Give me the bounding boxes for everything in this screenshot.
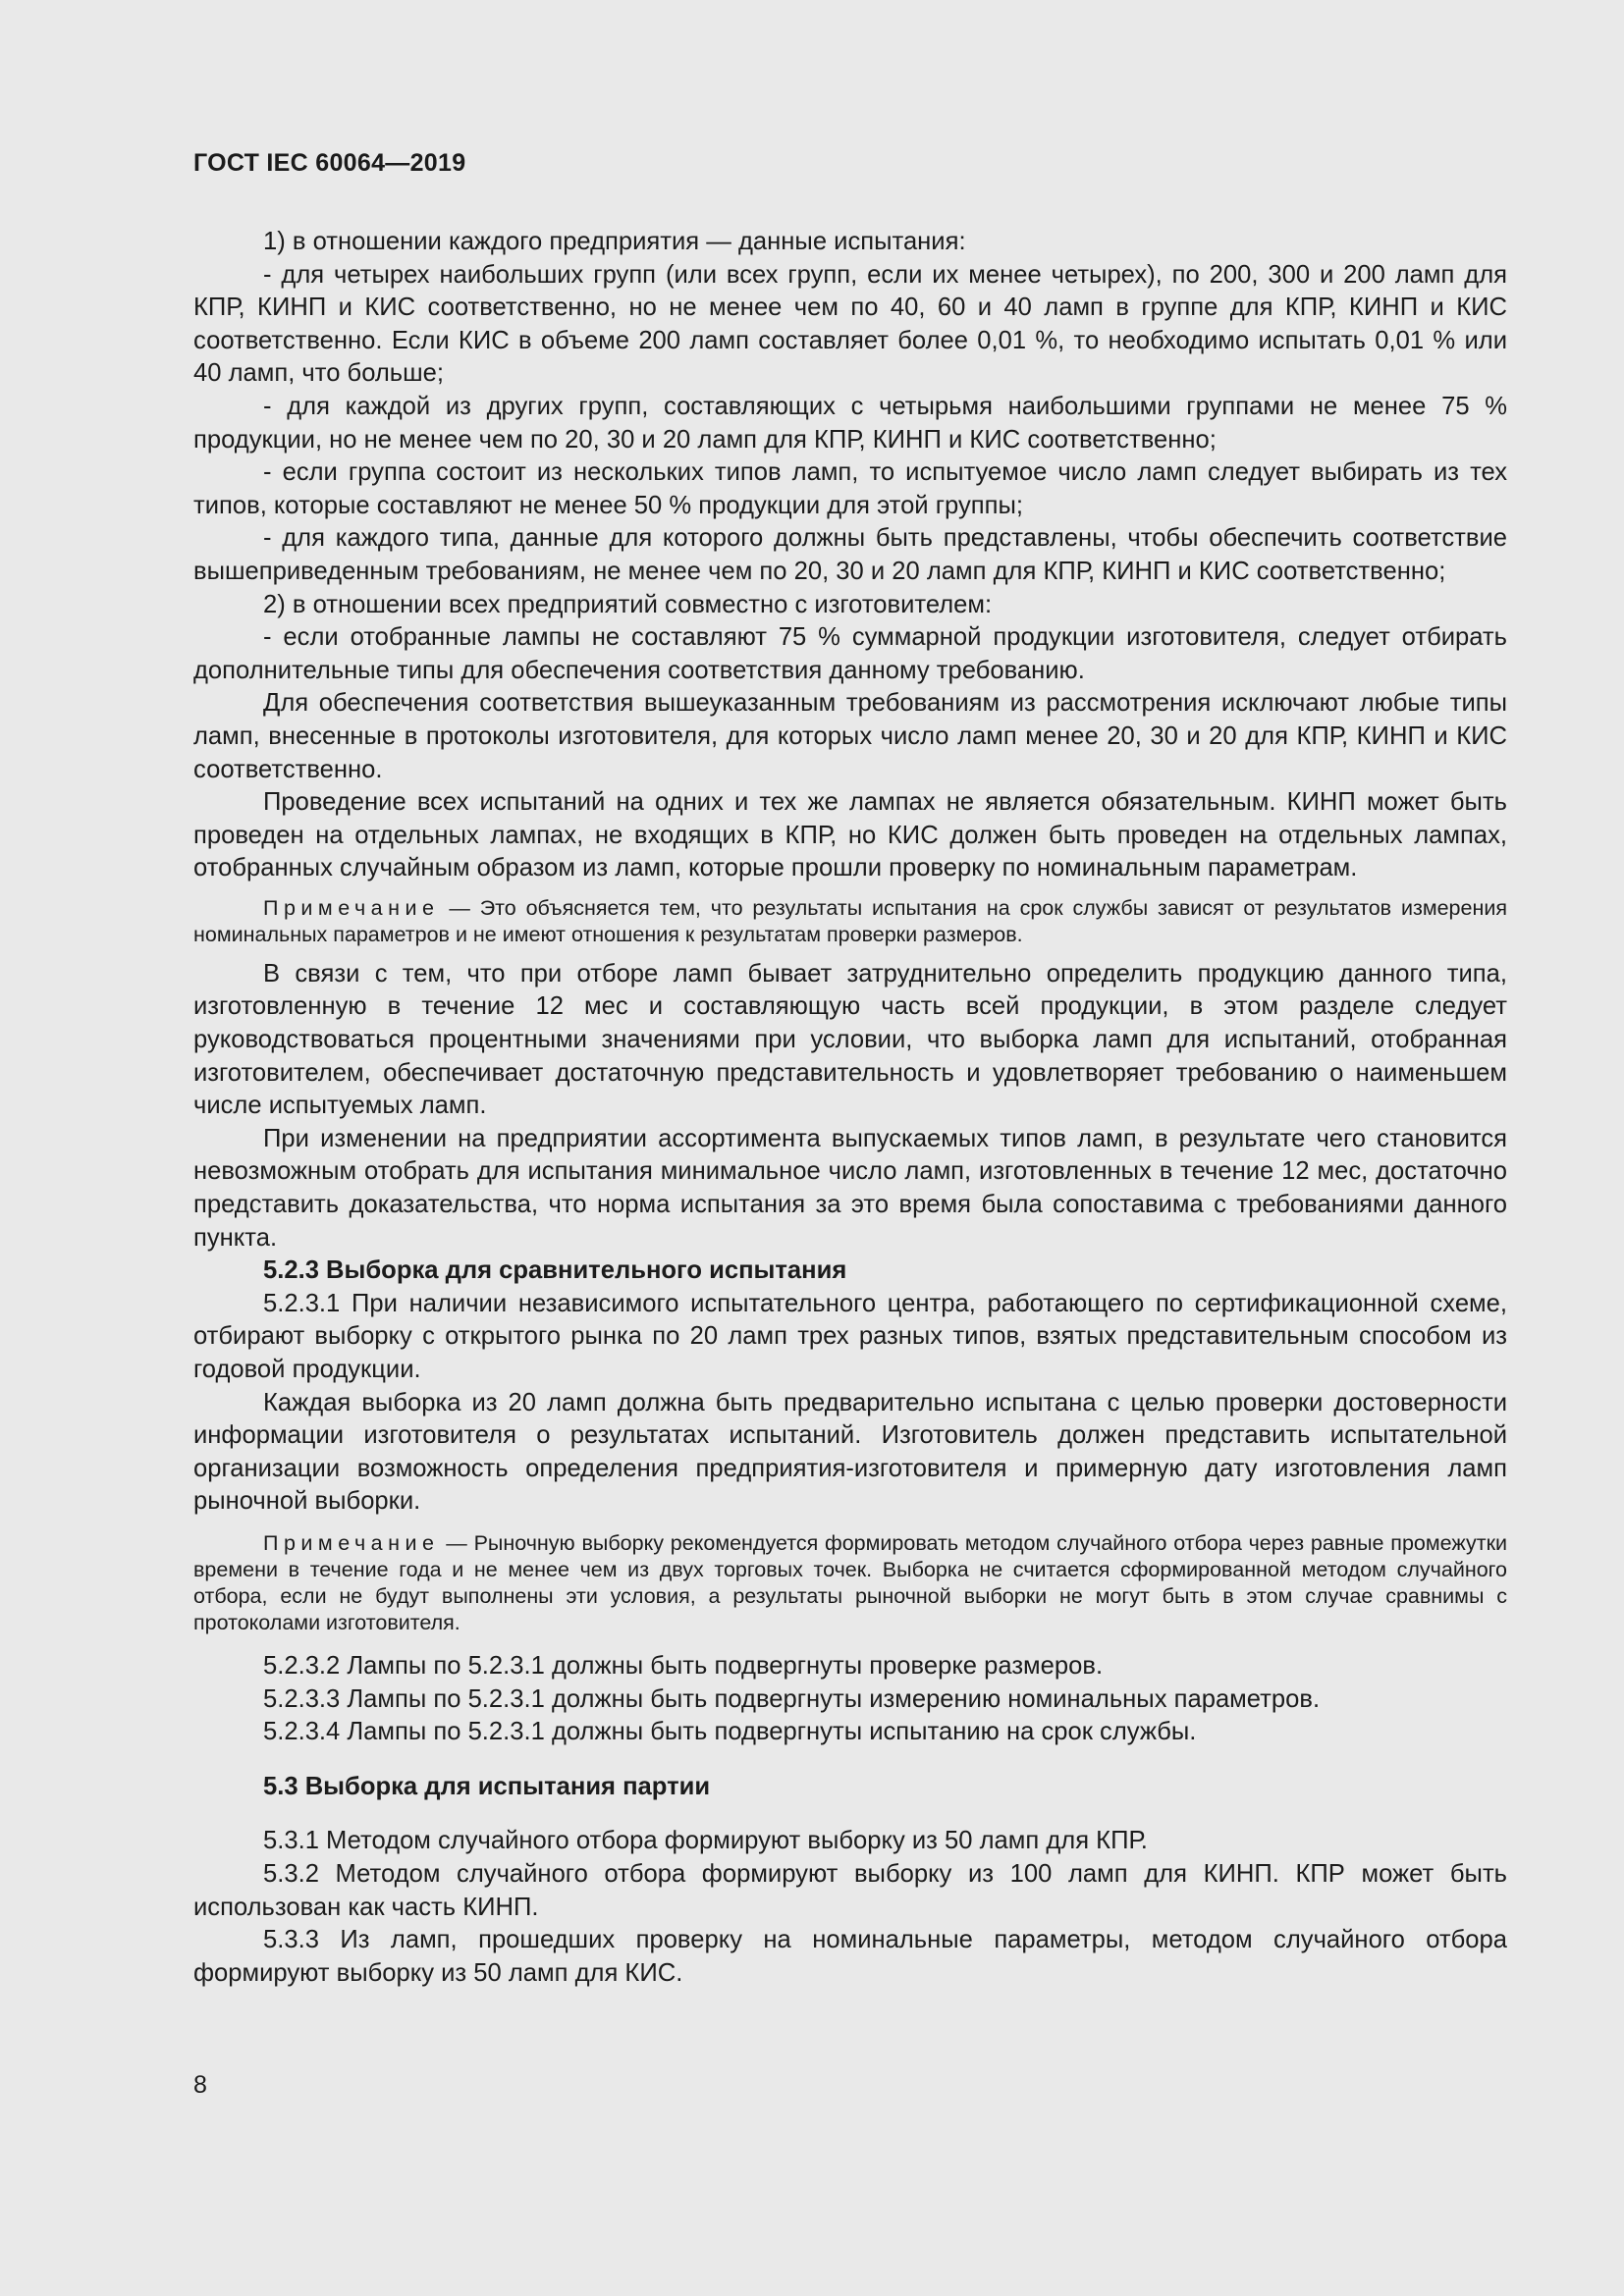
paragraph: Проведение всех испытаний на одних и тех же лампах не является обязательным. КИНП может быть проведен на отдельных лампах, не входящих в КПР, но КИС должен быть проведен на отдельных лампах, отобранных случайным образом из ламп, которые прошли проверку по номинальным параметрам.	[193, 788, 1507, 882]
note	[193, 895, 1507, 948]
section-heading: 5.3 Выборка для испытания партии	[263, 1772, 711, 1800]
document-body	[193, 226, 1507, 1990]
paragraph: 5.2.3.3 Лампы по 5.2.3.1 должны быть подвергнуты измерению номинальных параметров.	[263, 1684, 1321, 1713]
paragraph: 5.3.1 Методом случайного отбора формируют выборку из 50 ламп для КПР.	[263, 1827, 1148, 1855]
page-number: 8	[193, 2071, 207, 2099]
paragraph: В связи с тем, что при отборе ламп бывает затруднительно определить продукцию данного типа, изготовленную в течение 12 мес и составляющую часть всей продукции, в этом разделе следует руководствоваться процентными значениями при условии, что выборка ламп для испытаний, отобранная изготовителем, обеспечивает достаточную представительность и удовлетворяет требованию о наименьшем числе испытуемых ламп.	[193, 959, 1507, 1120]
note-label: Примечание	[263, 1530, 440, 1555]
document-header: ГОСТ IEC 60064—2019	[193, 149, 466, 177]
paragraph: Каждая выборка из 20 ламп должна быть предварительно испытана с целью проверки достоверности информации изготовителя о результатах испытаний. Изготовитель должен представить испытательной организации возможность определения предприятия-изготовителя и примерную дату изготовления ламп рыночной выборки.	[193, 1388, 1507, 1516]
paragraph: 1) в отношении каждого предприятия — данные испытания:	[263, 228, 966, 255]
paragraph: 5.2.3.1 При наличии независимого испытательного центра, работающего по сертификационной схеме, отбирают выборку с открытого рынка по 20 ламп трех разных типов, взятых представительным способом из годовой продукции.	[193, 1289, 1507, 1383]
paragraph: При изменении на предприятии ассортимента выпускаемых типов ламп, в результате чего становится невозможным отобрать для испытания минимальное число ламп, изготовленных в течение 12 мес, достаточно представить доказательства, что норма испытания за это время была сопоставима с требованиями данного пункта.	[193, 1124, 1507, 1252]
note-text: — Это объясняется тем, что результаты испытания на срок службы зависят от результатов измерения номинальных параметров и не имеют отношения к результатам проверки размеров.	[193, 895, 1507, 946]
paragraph: 5.2.3.4 Лампы по 5.2.3.1 должны быть подвергнуты испытанию на срок службы.	[263, 1718, 1197, 1746]
paragraph: - если отобранные лампы не составляют 75 % суммарной продукции изготовителя, следует отбирать дополнительные типы для обеспечения соответствия данному требованию.	[193, 623, 1507, 684]
note-text: — Рыночную выборку рекомендуется формировать методом случайного отбора через равные промежутки времени в течение года и не менее чем из двух торговых точек. Выборка не считается сформированной методом случайного отбора, если не будут выполнены эти условия, а результаты рыночной выборки не могут быть в этом случае сравнимы с протоколами изготовителя.	[193, 1530, 1507, 1634]
paragraph: 2) в отношении всех предприятий совместно с изготовителем:	[263, 590, 993, 618]
paragraph: 5.2.3.2 Лампы по 5.2.3.1 должны быть подвергнуты проверке размеров.	[263, 1651, 1104, 1680]
paragraph: 5.3.2 Методом случайного отбора формируют выборку из 100 ламп для КИНП. КПР может быть использован как часть КИНП.	[193, 1859, 1507, 1921]
paragraph: Для обеспечения соответствия вышеуказанным требованиям из рассмотрения исключают любые типы ламп, внесенные в протоколы изготовителя, для которых число ламп менее 20, 30 и 20 для КПР, КИНП и КИС соответственно.	[193, 689, 1507, 783]
paragraph: 5.3.3 Из ламп, прошедших проверку на номинальные параметры, методом случайного отбора формируют выборку из 50 ламп для КИС.	[193, 1926, 1507, 1987]
paragraph: - для четырех наибольших групп (или всех групп, если их менее четырех), по 200, 300 и 200 ламп для КПР, КИНП и КИС соответственно, но не менее чем по 40, 60 и 40 ламп в группе для КПР, КИНП и КИС соответственно. Если КИС в объеме 200 ламп составляет более 0,01 %, то необходимо испытать 0,01 % или 40 ламп, что больше;	[193, 260, 1507, 388]
note	[193, 1530, 1507, 1636]
paragraph: - для каждого типа, данные для которого должны быть представлены, чтобы обеспечить соответствие вышеприведенным требованиям, не менее чем по 20, 30 и 20 ламп для КПР, КИНП и КИС соответственно;	[193, 524, 1507, 585]
note-label: Примечание	[263, 895, 440, 920]
paragraph: - для каждой из других групп, составляющих с четырьмя наибольшими группами не менее 75 % продукции, но не менее чем по 20, 30 и 20 ламп для КПР, КИНП и КИС соответственно;	[193, 392, 1507, 454]
paragraph: - если группа состоит из нескольких типов ламп, то испытуемое число ламп следует выбирать из тех типов, которые составляют не менее 50 % продукции для этой группы;	[193, 458, 1507, 519]
section-heading: 5.2.3 Выборка для сравнительного испытания	[263, 1256, 847, 1285]
